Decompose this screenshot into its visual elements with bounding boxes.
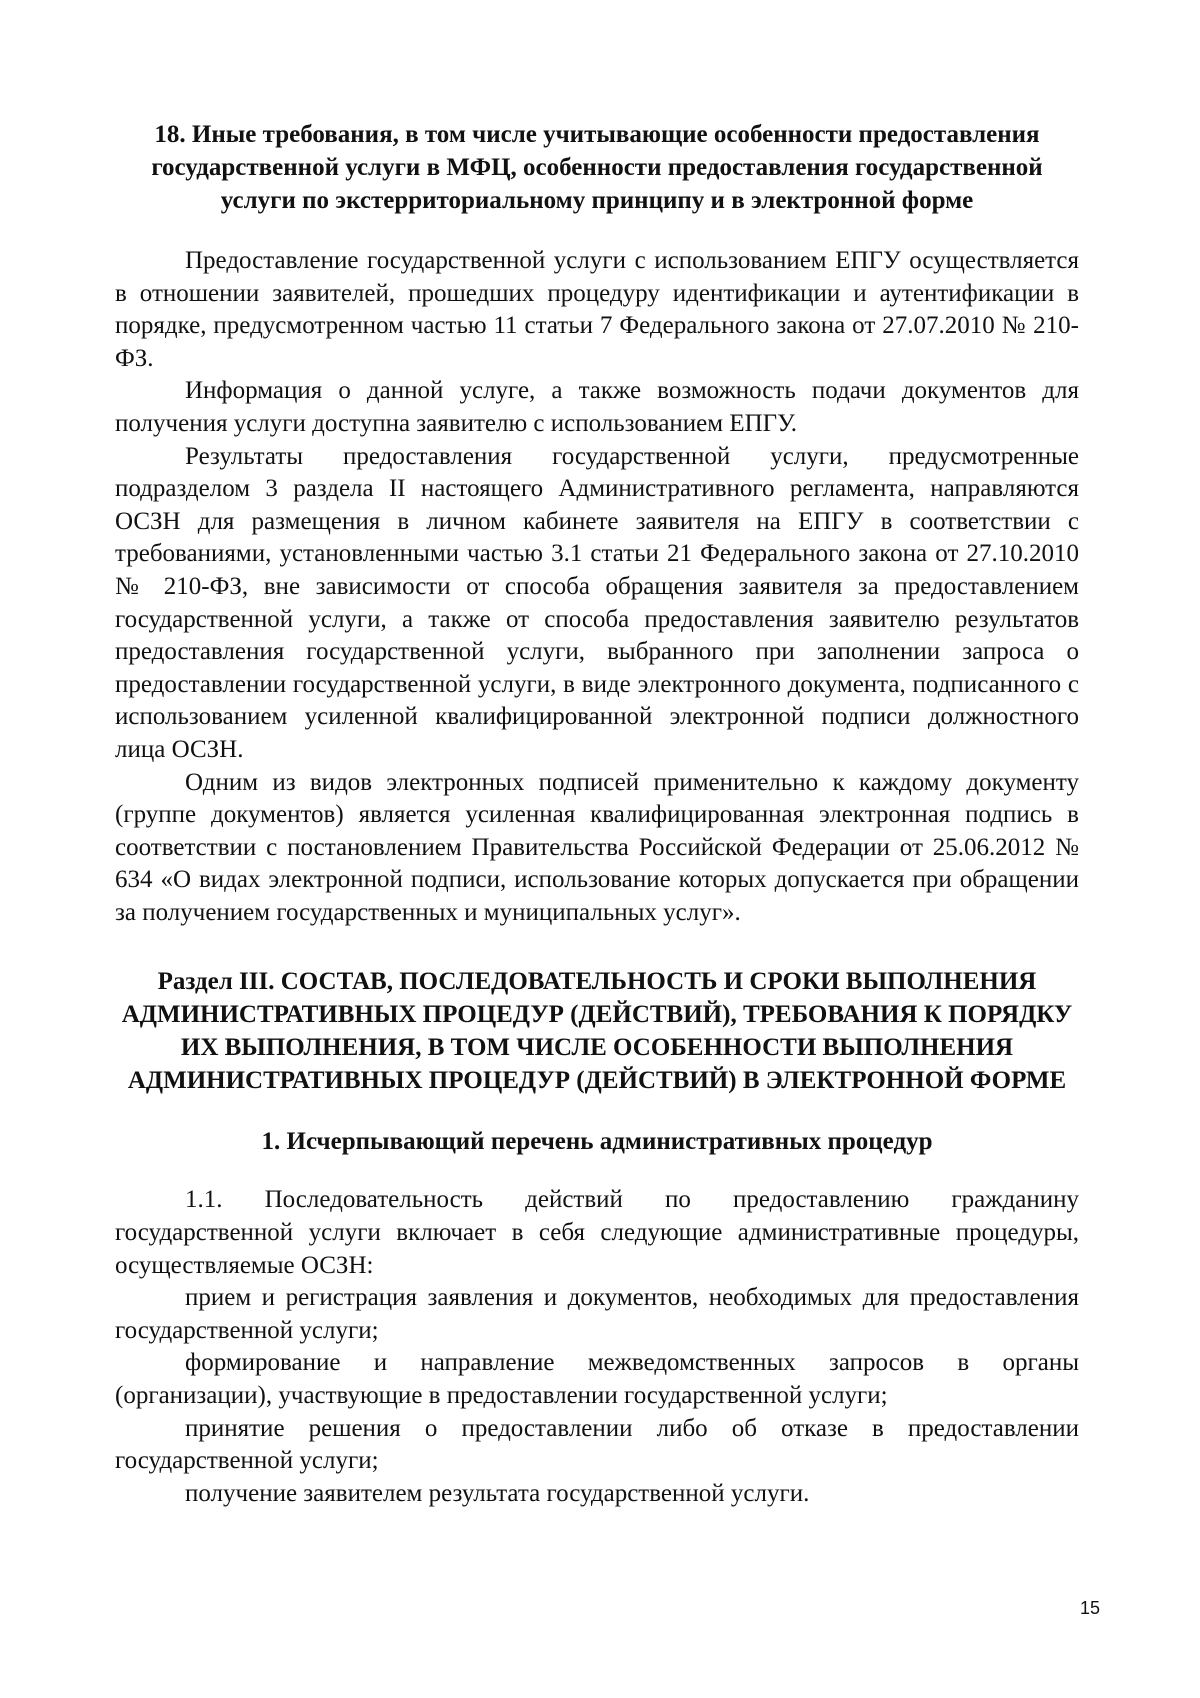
procedure-item: формирование и направление межведомственных запросов в органы (организации), участвующие в предоставлении государственной услуги; bbox=[115, 1349, 1079, 1410]
paragraph: Одним из видов электронных подписей применительно к каждому документу (группе документов) является усиленная квалифицированная электронная подпись в соответствии с постановлением Правительства Российской Федерации от 25.06.2012 № 634 «О видах электронной подписи, использование которых допускается при обращении за получением государственных и муниципальных услуг». bbox=[115, 768, 1079, 926]
procedure-item: получение заявителем результата государственной услуги. bbox=[185, 1479, 810, 1507]
paragraph: Предоставление государственной услуги с использованием ЕПГУ осуществляется в отношении заявителей, прошедших процедуру идентификации и аутентификации в порядке, предусмотренном частью 11 статьи 7 Федерального закона от 27.07.2010 № 210-ФЗ. bbox=[115, 247, 1079, 372]
procedure-item: принятие решения о предоставлении либо об отказе в предоставлении государственной услуги; bbox=[115, 1414, 1079, 1475]
paragraph: Результаты предоставления государственной услуги, предусмотренные подразделом 3 раздела II настоящего Административного регламента, направляются ОСЗН для размещения в личном кабинете заявителя на ЕПГУ в соответствии с требованиями, установленными частью 3.1 статьи 21 Федерального закона от 27.10.2010 № 210-ФЗ, вне зависимости от способа обращения заявителя за предоставлением государственной услуги, а также от способа предоставления заявителю результатов предоставления государственной услуги, выбранного при заполнении запроса о предоставлении государственной услуги, в виде электронного документа, подписанного с использованием усиленной квалифицированной электронной подписи должностного лица ОСЗН. bbox=[115, 442, 1079, 763]
heading-section-18: 18. Иные требования, в том числе учитывающие особенности предоставления государственной услуги в МФЦ, особенности предоставления государственной услуги по экстерриториальному принципу и в электронной форме bbox=[151, 121, 1043, 214]
page-number: 15 bbox=[1079, 1598, 1100, 1618]
section-18-body bbox=[115, 245, 1079, 929]
paragraph: Информация о данной услуге, а также возможность подачи документов для получения услуги доступна заявителю с использованием ЕПГУ. bbox=[115, 377, 1079, 437]
page-content bbox=[115, 118, 1079, 1510]
procedures-body bbox=[115, 1184, 1079, 1510]
subheading-procedures-list: 1. Исчерпывающий перечень административных процедур bbox=[261, 1128, 933, 1156]
section-iii-title: Раздел III. СОСТАВ, ПОСЛЕДОВАТЕЛЬНОСТЬ И СРОКИ ВЫПОЛНЕНИЯ АДМИНИСТРАТИВНЫХ ПРОЦЕДУР (ДЕЙСТВИЙ), ТРЕБОВАНИЯ К ПОРЯДКУ ИХ ВЫПОЛНЕНИЯ, В ТОМ ЧИСЛЕ ОСОБЕННОСТИ ВЫПОЛНЕНИЯ АДМИНИСТРАТИВНЫХ ПРОЦЕДУР (ДЕЙСТВИЙ) В ЭЛЕКТРОННОЙ ФОРМЕ bbox=[121, 968, 1073, 1095]
paragraph: 1.1. Последовательность действий по предоставлению гражданину государственной услуги включает в себя следующие административные процедуры, осуществляемые ОСЗН: bbox=[115, 1186, 1079, 1279]
procedure-item: прием и регистрация заявления и документов, необходимых для предоставления государственной услуги; bbox=[115, 1284, 1079, 1344]
